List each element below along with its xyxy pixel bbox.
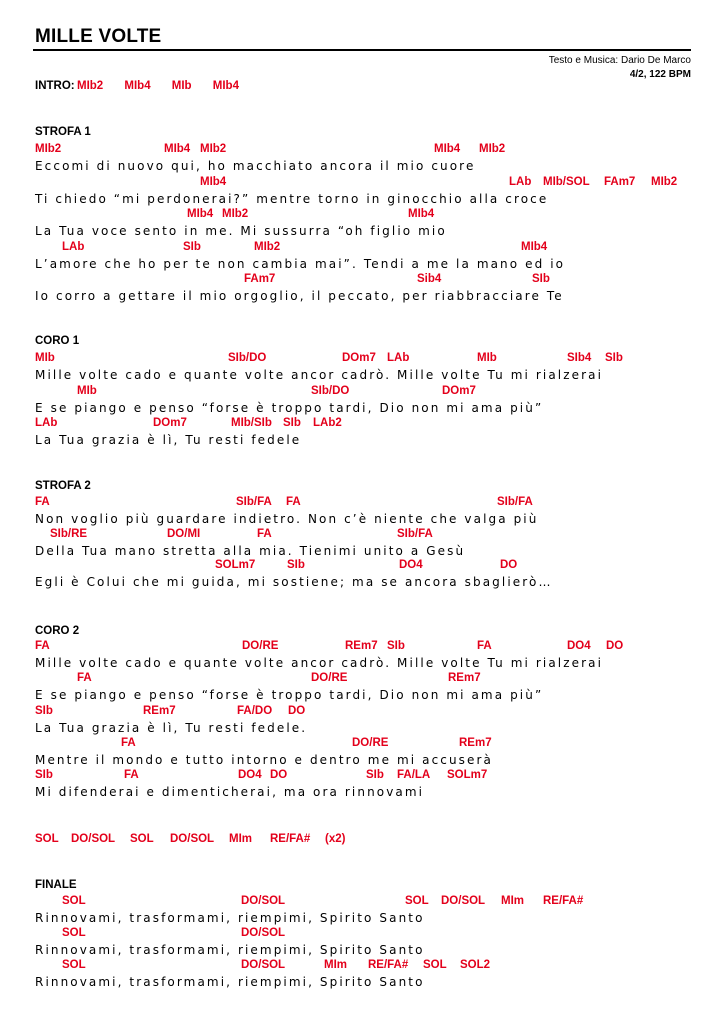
chord: SIb bbox=[35, 769, 53, 782]
bridge-chord: DO/SOL bbox=[170, 833, 215, 845]
lyric-line: Non voglio più guardare indietro. Non c’è niente che valga più bbox=[35, 512, 539, 526]
coro1-heading: CORO 1 bbox=[35, 335, 80, 347]
chord: REm7 bbox=[345, 640, 378, 652]
chord: DO/SOL bbox=[241, 895, 286, 907]
chord: MIm bbox=[501, 895, 524, 907]
chord: DO bbox=[270, 769, 288, 782]
chord: FA bbox=[35, 640, 50, 652]
chord: LAb bbox=[509, 175, 532, 188]
chord: DO bbox=[606, 640, 624, 652]
chord: MIb4 bbox=[200, 175, 227, 188]
chord: MIb2 bbox=[222, 208, 249, 220]
chord: FA bbox=[77, 672, 92, 685]
lyric-line: Ti chiedo “mi perdonerai?” mentre torno in ginocchio alla croce bbox=[35, 191, 549, 206]
chord: DO/SOL bbox=[441, 895, 486, 907]
chord: SIb/DO bbox=[228, 352, 267, 364]
chord: SOL bbox=[62, 927, 86, 939]
chord: LAb bbox=[62, 240, 85, 253]
chord: SOLm7 bbox=[215, 559, 256, 572]
chord: FA bbox=[124, 769, 139, 782]
chord: DO/RE bbox=[311, 672, 348, 685]
chord: SIb/DO bbox=[311, 384, 350, 397]
lyric-line: Io corro a gettare il mio orgoglio, il peccato, per riabbracciare Te bbox=[35, 289, 564, 303]
chord: SOL bbox=[405, 895, 429, 907]
chord: DO/SOL bbox=[241, 959, 286, 971]
bridge-chord: SOL bbox=[35, 833, 59, 845]
chord: MIb/SIb bbox=[231, 417, 272, 429]
chord: SIb/RE bbox=[50, 527, 88, 540]
chord: DO4 bbox=[238, 769, 262, 782]
chord: DO/RE bbox=[242, 640, 279, 652]
intro-label: INTRO: bbox=[35, 80, 75, 92]
chord: MIb2 bbox=[651, 175, 678, 188]
bridge-chord: MIm bbox=[229, 833, 252, 845]
lyric-line: Rinnovami, trasformami, riempimi, Spirito Santo bbox=[35, 975, 425, 989]
chord: SOL bbox=[423, 959, 447, 971]
chord: FA bbox=[286, 496, 301, 508]
chord: MIb4 bbox=[408, 208, 435, 220]
chord: MIb2 bbox=[254, 240, 281, 253]
chord: DO/RE bbox=[352, 736, 389, 749]
chord: REm7 bbox=[459, 736, 492, 749]
strofa1-heading: STROFA 1 bbox=[35, 126, 91, 138]
chord: REm7 bbox=[143, 704, 176, 717]
bridge-chord: DO/SOL bbox=[71, 833, 116, 845]
chord: SIb bbox=[35, 704, 53, 717]
lyric-line: Mentre il mondo e tutto intorno e dentro me mi accuserà bbox=[35, 752, 493, 767]
lyric-line: Egli è Colui che mi guida, mi sostiene; ma se ancora sbaglierò… bbox=[35, 575, 553, 590]
chord: FAm7 bbox=[244, 273, 276, 285]
chord: SIb4 bbox=[567, 352, 592, 364]
chord: SIb bbox=[287, 559, 305, 572]
chord: DO bbox=[500, 559, 518, 572]
chord: FA bbox=[121, 736, 136, 749]
intro-chords: MIb2 MIb4 MIb MIb4 bbox=[77, 80, 239, 92]
chord: MIb4 bbox=[164, 143, 191, 155]
lyric-line: Mille volte cado e quante volte ancor cadrò. Mille volte Tu mi rialzerai bbox=[35, 368, 604, 382]
lyric-line: E se piango e penso “forse è troppo tardi, Dio non mi ama più” bbox=[35, 400, 544, 415]
chord: MIb bbox=[35, 352, 55, 364]
lyric-line: Eccomi di nuovo qui, ho macchiato ancora il mio cuore bbox=[35, 159, 476, 173]
chord: REm7 bbox=[448, 672, 481, 685]
chord: SIb bbox=[283, 417, 301, 429]
song-title: MILLE VOLTE bbox=[35, 26, 162, 47]
chord: FA/LA bbox=[397, 769, 431, 782]
credits-text: Testo e Musica: Dario De Marco bbox=[548, 55, 691, 66]
chord: SIb bbox=[366, 769, 384, 782]
bridge-chord: (x2) bbox=[325, 833, 346, 845]
lyric-line: E se piango e penso “forse è troppo tardi, Dio non mi ama più” bbox=[35, 688, 544, 703]
chord: SOL bbox=[62, 959, 86, 971]
bridge-chord: RE/FA# bbox=[270, 833, 311, 845]
chord: SIb/FA bbox=[497, 496, 533, 508]
chord: MIb4 bbox=[187, 208, 214, 220]
chord: MIb2 bbox=[35, 143, 62, 155]
chord: RE/FA# bbox=[543, 895, 584, 907]
chord: DO/SOL bbox=[241, 927, 286, 939]
chord: SOL bbox=[62, 895, 86, 907]
chord: LAb bbox=[387, 352, 410, 364]
chord: DO bbox=[288, 704, 306, 717]
tempo-text: 4/2, 122 BPM bbox=[629, 69, 691, 80]
chord: SIb bbox=[183, 240, 201, 253]
chord: DOm7 bbox=[442, 384, 476, 397]
strofa2-heading: STROFA 2 bbox=[35, 480, 91, 492]
lyric-line: Mille volte cado e quante volte ancor cadrò. Mille volte Tu mi rialzerai bbox=[35, 656, 604, 670]
finale-heading: FINALE bbox=[35, 879, 77, 891]
chord: LAb bbox=[35, 417, 58, 429]
lyric-line: La Tua grazia è lì, Tu resti fedele bbox=[35, 433, 302, 447]
lyric-line: Rinnovami, trasformami, riempimi, Spirito Santo bbox=[35, 943, 425, 957]
lyric-line: Mi difenderai e dimenticherai, ma ora rinnovami bbox=[35, 785, 425, 800]
chord: MIb4 bbox=[434, 143, 461, 155]
chord: RE/FA# bbox=[368, 959, 409, 971]
lyric-line: L’amore che ho per te non cambia mai”. Tendi a me la mano ed io bbox=[35, 256, 566, 271]
chord: SOLm7 bbox=[447, 769, 488, 782]
chord: MIb/SOL bbox=[543, 175, 590, 188]
chord: DO4 bbox=[567, 640, 591, 652]
chord: SOL2 bbox=[460, 959, 491, 971]
chord: Sib4 bbox=[417, 273, 442, 285]
coro2-heading: CORO 2 bbox=[35, 625, 80, 637]
lyric-line: Rinnovami, trasformami, riempimi, Spirito Santo bbox=[35, 911, 425, 925]
lyric-line: La Tua grazia è lì, Tu resti fedele. bbox=[35, 720, 308, 735]
chord: SIb/FA bbox=[236, 496, 272, 508]
chord: MIb bbox=[77, 384, 97, 397]
chord: MIb bbox=[477, 352, 497, 364]
chord: SIb bbox=[532, 273, 550, 285]
title-rule bbox=[33, 49, 691, 51]
chord: FA/DO bbox=[237, 704, 273, 717]
lyric-line: La Tua voce sento in me. Mi sussurra “oh figlio mio bbox=[35, 224, 447, 238]
chord: DOm7 bbox=[153, 417, 187, 429]
chord: FA bbox=[477, 640, 492, 652]
chord: MIm bbox=[324, 959, 347, 971]
chord: DO4 bbox=[399, 559, 423, 572]
bridge-chord: SOL bbox=[130, 833, 154, 845]
chord: FA bbox=[257, 527, 272, 540]
chord: SIb bbox=[605, 352, 623, 364]
chord: DO/MI bbox=[167, 527, 201, 540]
chord: MIb2 bbox=[479, 143, 506, 155]
chord: FA bbox=[35, 496, 50, 508]
chord: LAb2 bbox=[313, 417, 342, 429]
chord: SIb/FA bbox=[397, 527, 433, 540]
chord: FAm7 bbox=[604, 175, 636, 188]
chord: MIb4 bbox=[521, 240, 548, 253]
chord: DOm7 bbox=[342, 352, 376, 364]
chord: SIb bbox=[387, 640, 405, 652]
lyric-line: Della Tua mano stretta alla mia. Tienimi unito a Gesù bbox=[35, 543, 466, 558]
chord: MIb2 bbox=[200, 143, 227, 155]
